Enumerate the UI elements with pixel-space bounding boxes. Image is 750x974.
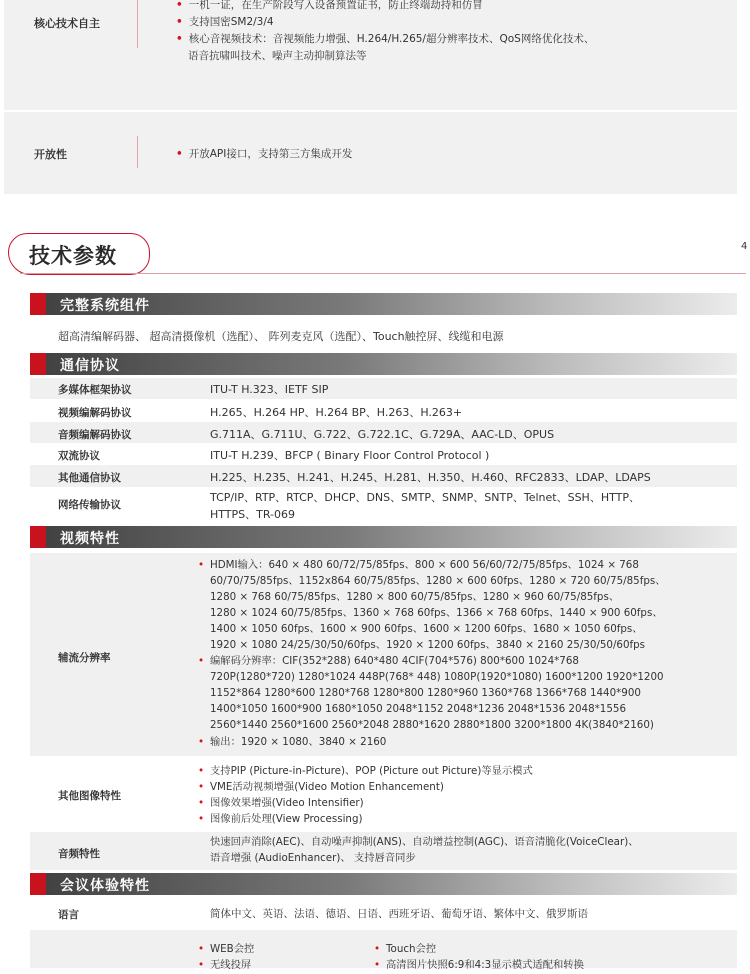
feature-bullet-cont: 语音抗啸叫技术、噪声主动抑制算法等	[188, 50, 367, 62]
param-label: 网络传输协议	[58, 499, 121, 511]
meeting-feature-line: • WEB会控	[198, 943, 255, 955]
param-value: ITU-T H.323、IETF SIP	[210, 383, 329, 396]
feature-label-open: 开放性	[34, 148, 67, 161]
feature-block-core	[4, 0, 737, 110]
resolution-line: • HDMI输入：640 × 480 60/72/75/85fps、800 × 600 56/60/72/75/85fps、1024 × 768	[198, 559, 639, 571]
param-label: 其他图像特性	[58, 790, 121, 802]
param-value: 简体中文、英语、法语、德语、日语、西班牙语、葡萄牙语、繁体中文、俄罗斯语	[210, 908, 588, 920]
resolution-line: 1280 × 1024 60/75/85fps、1360 × 768 60fps、1366 × 768 60fps、1440 × 900 60fps、	[210, 607, 663, 619]
feature-block-open	[4, 112, 737, 194]
components-text: 超高清编解码器、 超高清摄像机（选配）、 阵列麦克风（选配）、Touch触控屏、线缆和电源	[58, 330, 504, 343]
resolution-line: 1920 × 1080 24/25/30/50/60fps、1920 × 1200 60fps、3840 × 2160 25/30/50/60fps	[210, 639, 646, 651]
param-label: 双流协议	[58, 450, 100, 462]
section-header-protocols: 通信协议	[30, 353, 737, 375]
section-tab-title: 技术参数	[8, 233, 150, 275]
param-label: 视频编解码协议	[58, 407, 132, 419]
param-value: G.711A、G.711U、G.722、G.722.1C、G.729A、AAC-LD、OPUS	[210, 428, 555, 441]
image-feature-line: • 图像前后处理(View Processing)	[198, 813, 363, 825]
row-bg	[30, 378, 737, 399]
param-label: 多媒体框架协议	[58, 384, 132, 396]
meeting-feature-line: • 高清图片快照6:9和4:3显示模式适配和转换	[374, 959, 584, 971]
param-value: ITU-T H.239、BFCP ( Binary Floor Control Protocol )	[210, 449, 490, 462]
feature-bullet: • 核心音视频技术：音视频能力增强、H.264/H.265/超分辨率技术、QoS网络优化技术、	[176, 33, 595, 45]
resolution-line: 1400*1050 1600*900 1680*1050 2048*1152 2048*1236 2048*1536 2048*1556	[210, 703, 626, 715]
section-header-components: 完整系统组件	[30, 293, 737, 315]
row-bg	[30, 930, 737, 968]
param-value: TCP/IP、RTP、RTCP、DHCP、DNS、SMTP、SNMP、SNTP、Telnet、SSH、HTTP、	[210, 491, 640, 504]
feature-bullet: • 支持国密SM2/3/4	[176, 16, 274, 28]
image-feature-line: • VME活动视频增强(Video Motion Enhancement)	[198, 781, 444, 793]
resolution-line: 2560*1440 2560*1600 2560*2048 2880*1620 2880*1800 3200*1800 4K(3840*2160)	[210, 719, 654, 731]
param-label: 其他通信协议	[58, 472, 121, 484]
param-label: 音频编解码协议	[58, 429, 132, 441]
param-label: 辅流分辨率	[58, 652, 111, 664]
resolution-line: 1152*864 1280*600 1280*768 1280*800 1280*960 1360*768 1366*768 1440*900	[210, 687, 641, 699]
image-feature-line: • 支持PIP (Picture-in-Picture)、POP (Picture out Picture)等显示模式	[198, 765, 533, 777]
resolution-line: 60/70/75/85fps、1152x864 60/75/85fps、1280 × 600 60fps、1280 × 720 60/75/85fps、	[210, 575, 666, 587]
resolution-line: • 输出：1920 × 1080、3840 × 2160	[198, 736, 387, 748]
audio-feature-line: 语音增强 (AudioEnhancer)、 支持唇音同步	[210, 852, 416, 864]
divider	[20, 273, 746, 274]
param-label: 语言	[58, 909, 79, 921]
resolution-line: 1400 × 1050 60fps、1600 × 900 60fps、1600 × 1200 60fps、1680 × 1050 60fps、	[210, 623, 643, 635]
param-value: H.265、H.264 HP、H.264 BP、H.263、H.263+	[210, 406, 463, 419]
meeting-feature-line: • Touch会控	[374, 943, 437, 955]
section-header-meeting: 会议体验特性	[30, 873, 737, 895]
section-header-video: 视频特性	[30, 526, 737, 548]
resolution-line: 720P(1280*720) 1280*1024 448P(768* 448) 1080P(1920*1080) 1600*1200 1920*1200	[210, 671, 664, 683]
resolution-line: • 编解码分辨率：CIF(352*288) 640*480 4CIF(704*576) 800*600 1024*768	[198, 655, 579, 667]
param-label: 音频特性	[58, 848, 100, 860]
feature-label-core: 核心技术自主	[34, 17, 100, 30]
feature-divider	[137, 0, 138, 48]
param-value: HTTPS、TR-069	[210, 508, 296, 521]
feature-bullet: • 开放API接口，支持第三方集成开发	[176, 148, 353, 160]
image-feature-line: • 图像效果增强(Video Intensifier)	[198, 797, 364, 809]
audio-feature-line: 快速回声消除(AEC)、自动噪声抑制(ANS)、自动增益控制(AGC)、语音清脆化(VoiceClear)、	[210, 836, 639, 848]
feature-bullet: • 一机一证，在生产阶段写入设备预置证书，防止终端劫持和仿冒	[176, 0, 483, 11]
page-number: 4	[741, 241, 748, 252]
resolution-line: 1280 × 768 60/75/85fps、1280 × 800 60/75/85fps、1280 × 960 60/75/85fps、	[210, 591, 620, 603]
param-value: H.225、H.235、H.241、H.245、H.281、H.350、H.460、RFC2833、LDAP、LDAPS	[210, 471, 651, 484]
feature-divider	[137, 136, 138, 168]
meeting-feature-line: • 无线投屏	[198, 959, 252, 971]
